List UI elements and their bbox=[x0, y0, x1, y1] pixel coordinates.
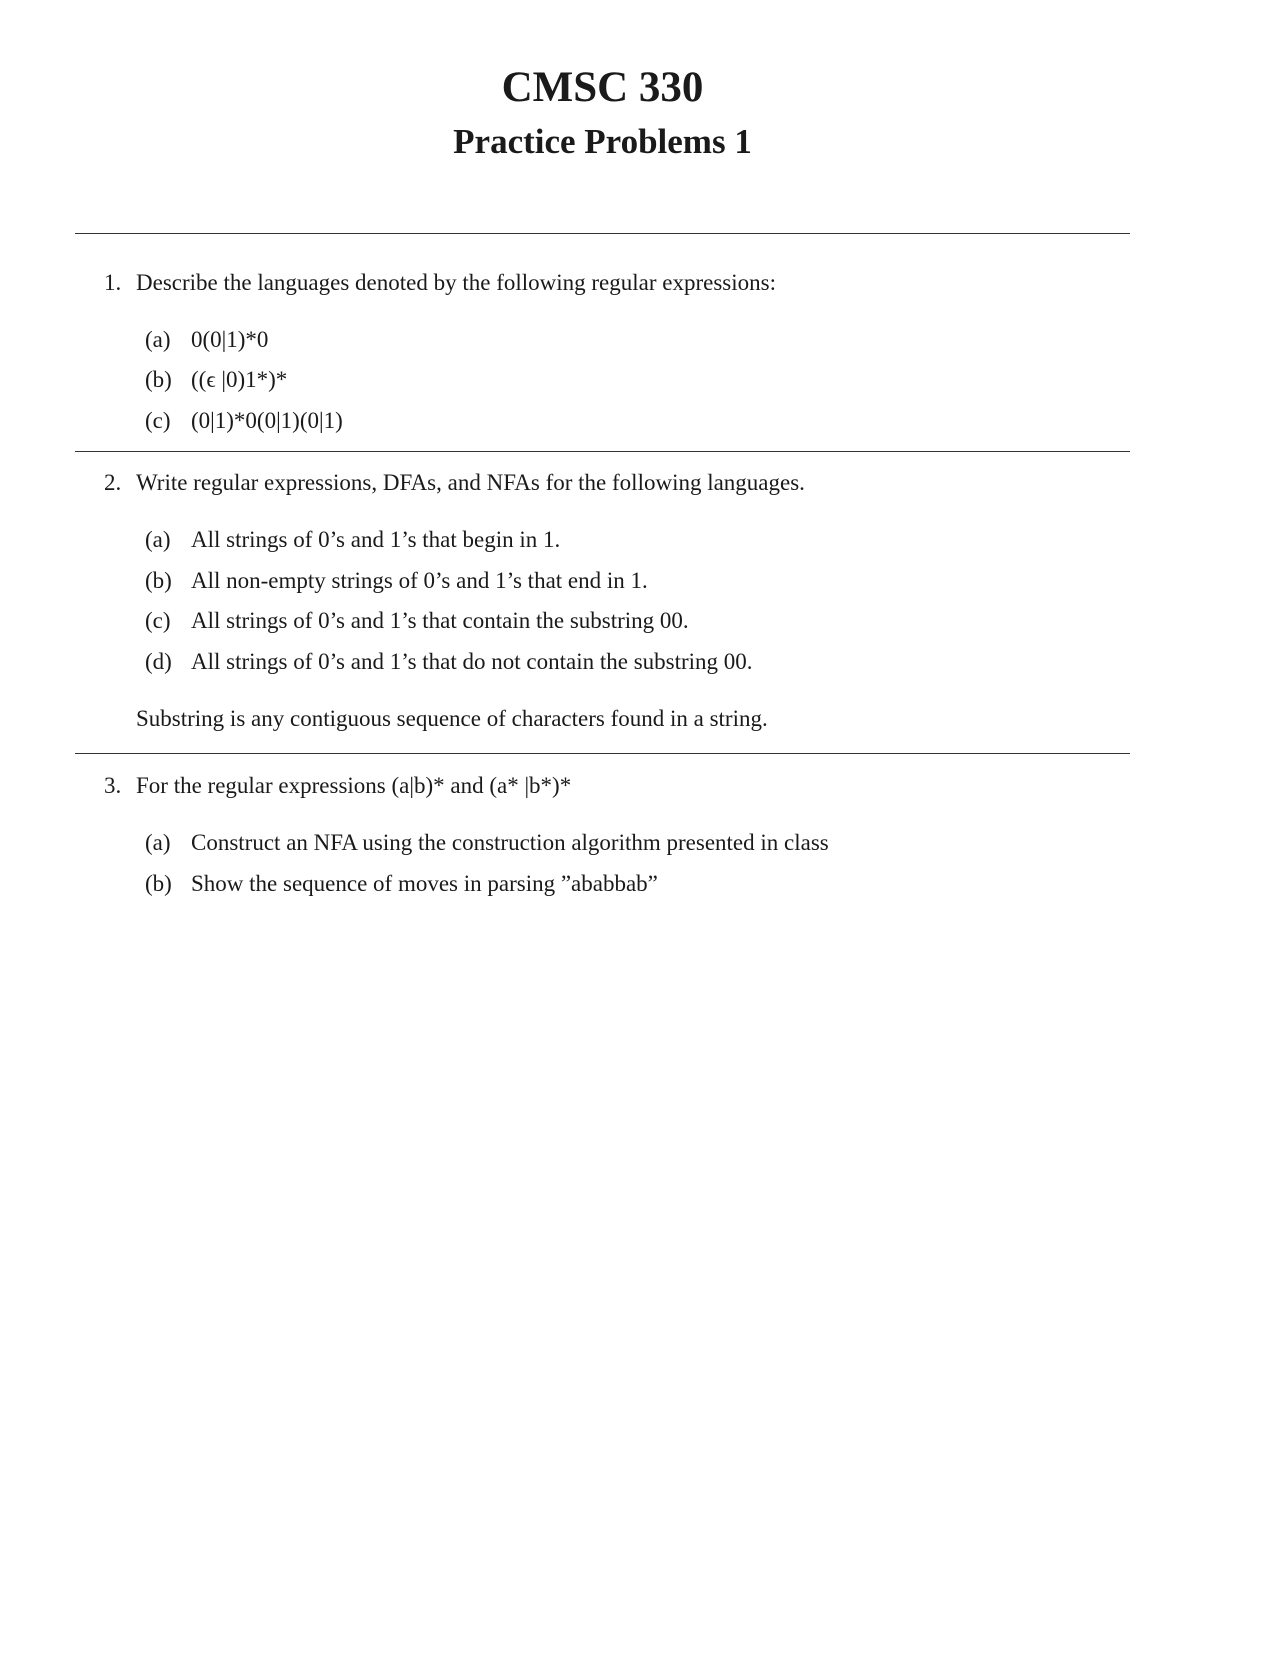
problem-2-note: Substring is any contiguous sequence of characters found in a string. bbox=[136, 706, 768, 731]
problem-1-part-a bbox=[145, 328, 268, 351]
part-label: (b) bbox=[145, 871, 172, 896]
divider-top bbox=[75, 233, 1130, 234]
divider-2 bbox=[75, 753, 1130, 754]
page-title: CMSC 330 bbox=[501, 64, 704, 111]
problem-2-part-d bbox=[145, 650, 753, 673]
problem-number: 2. bbox=[104, 470, 122, 495]
problem-2-part-a bbox=[145, 528, 560, 551]
part-text: 0(0|1)*0 bbox=[191, 327, 269, 352]
part-label: (b) bbox=[145, 367, 172, 392]
problem-text: Write regular expressions, DFAs, and NFAs for the following languages. bbox=[136, 470, 805, 495]
problem-text: Describe the languages denoted by the following regular expressions: bbox=[136, 270, 776, 295]
problem-2-part-b bbox=[145, 569, 648, 592]
part-label: (c) bbox=[145, 408, 171, 433]
divider-1 bbox=[75, 451, 1130, 452]
page-subtitle: Practice Problems 1 bbox=[453, 122, 752, 161]
part-label: (a) bbox=[145, 830, 171, 855]
problem-1-part-b bbox=[145, 368, 287, 391]
problem-2 bbox=[104, 471, 805, 494]
part-text: Construct an NFA using the construction algorithm presented in class bbox=[191, 830, 829, 855]
part-label: (a) bbox=[145, 327, 171, 352]
problem-3-part-a bbox=[145, 831, 829, 854]
problem-number: 1. bbox=[104, 270, 122, 295]
problem-2-part-c bbox=[145, 609, 689, 632]
problem-3-part-b bbox=[145, 872, 658, 895]
problem-text: For the regular expressions (a|b)* and (a* |b*)* bbox=[136, 773, 572, 798]
problem-1-part-c bbox=[145, 409, 343, 432]
part-text: All strings of 0’s and 1’s that do not contain the substring 00. bbox=[191, 649, 753, 674]
problem-1 bbox=[104, 271, 776, 294]
part-text: Show the sequence of moves in parsing ”ababbab” bbox=[191, 871, 658, 896]
part-text: All strings of 0’s and 1’s that contain the substring 00. bbox=[191, 608, 689, 633]
part-text: All non-empty strings of 0’s and 1’s that end in 1. bbox=[191, 568, 648, 593]
part-label: (c) bbox=[145, 608, 171, 633]
part-label: (a) bbox=[145, 527, 171, 552]
part-text: (0|1)*0(0|1)(0|1) bbox=[191, 408, 343, 433]
problem-number: 3. bbox=[104, 773, 122, 798]
part-text: All strings of 0’s and 1’s that begin in 1. bbox=[191, 527, 561, 552]
part-text: ((ϵ |0)1*)* bbox=[191, 367, 288, 392]
part-label: (d) bbox=[145, 649, 172, 674]
problem-3 bbox=[104, 774, 571, 797]
part-label: (b) bbox=[145, 568, 172, 593]
